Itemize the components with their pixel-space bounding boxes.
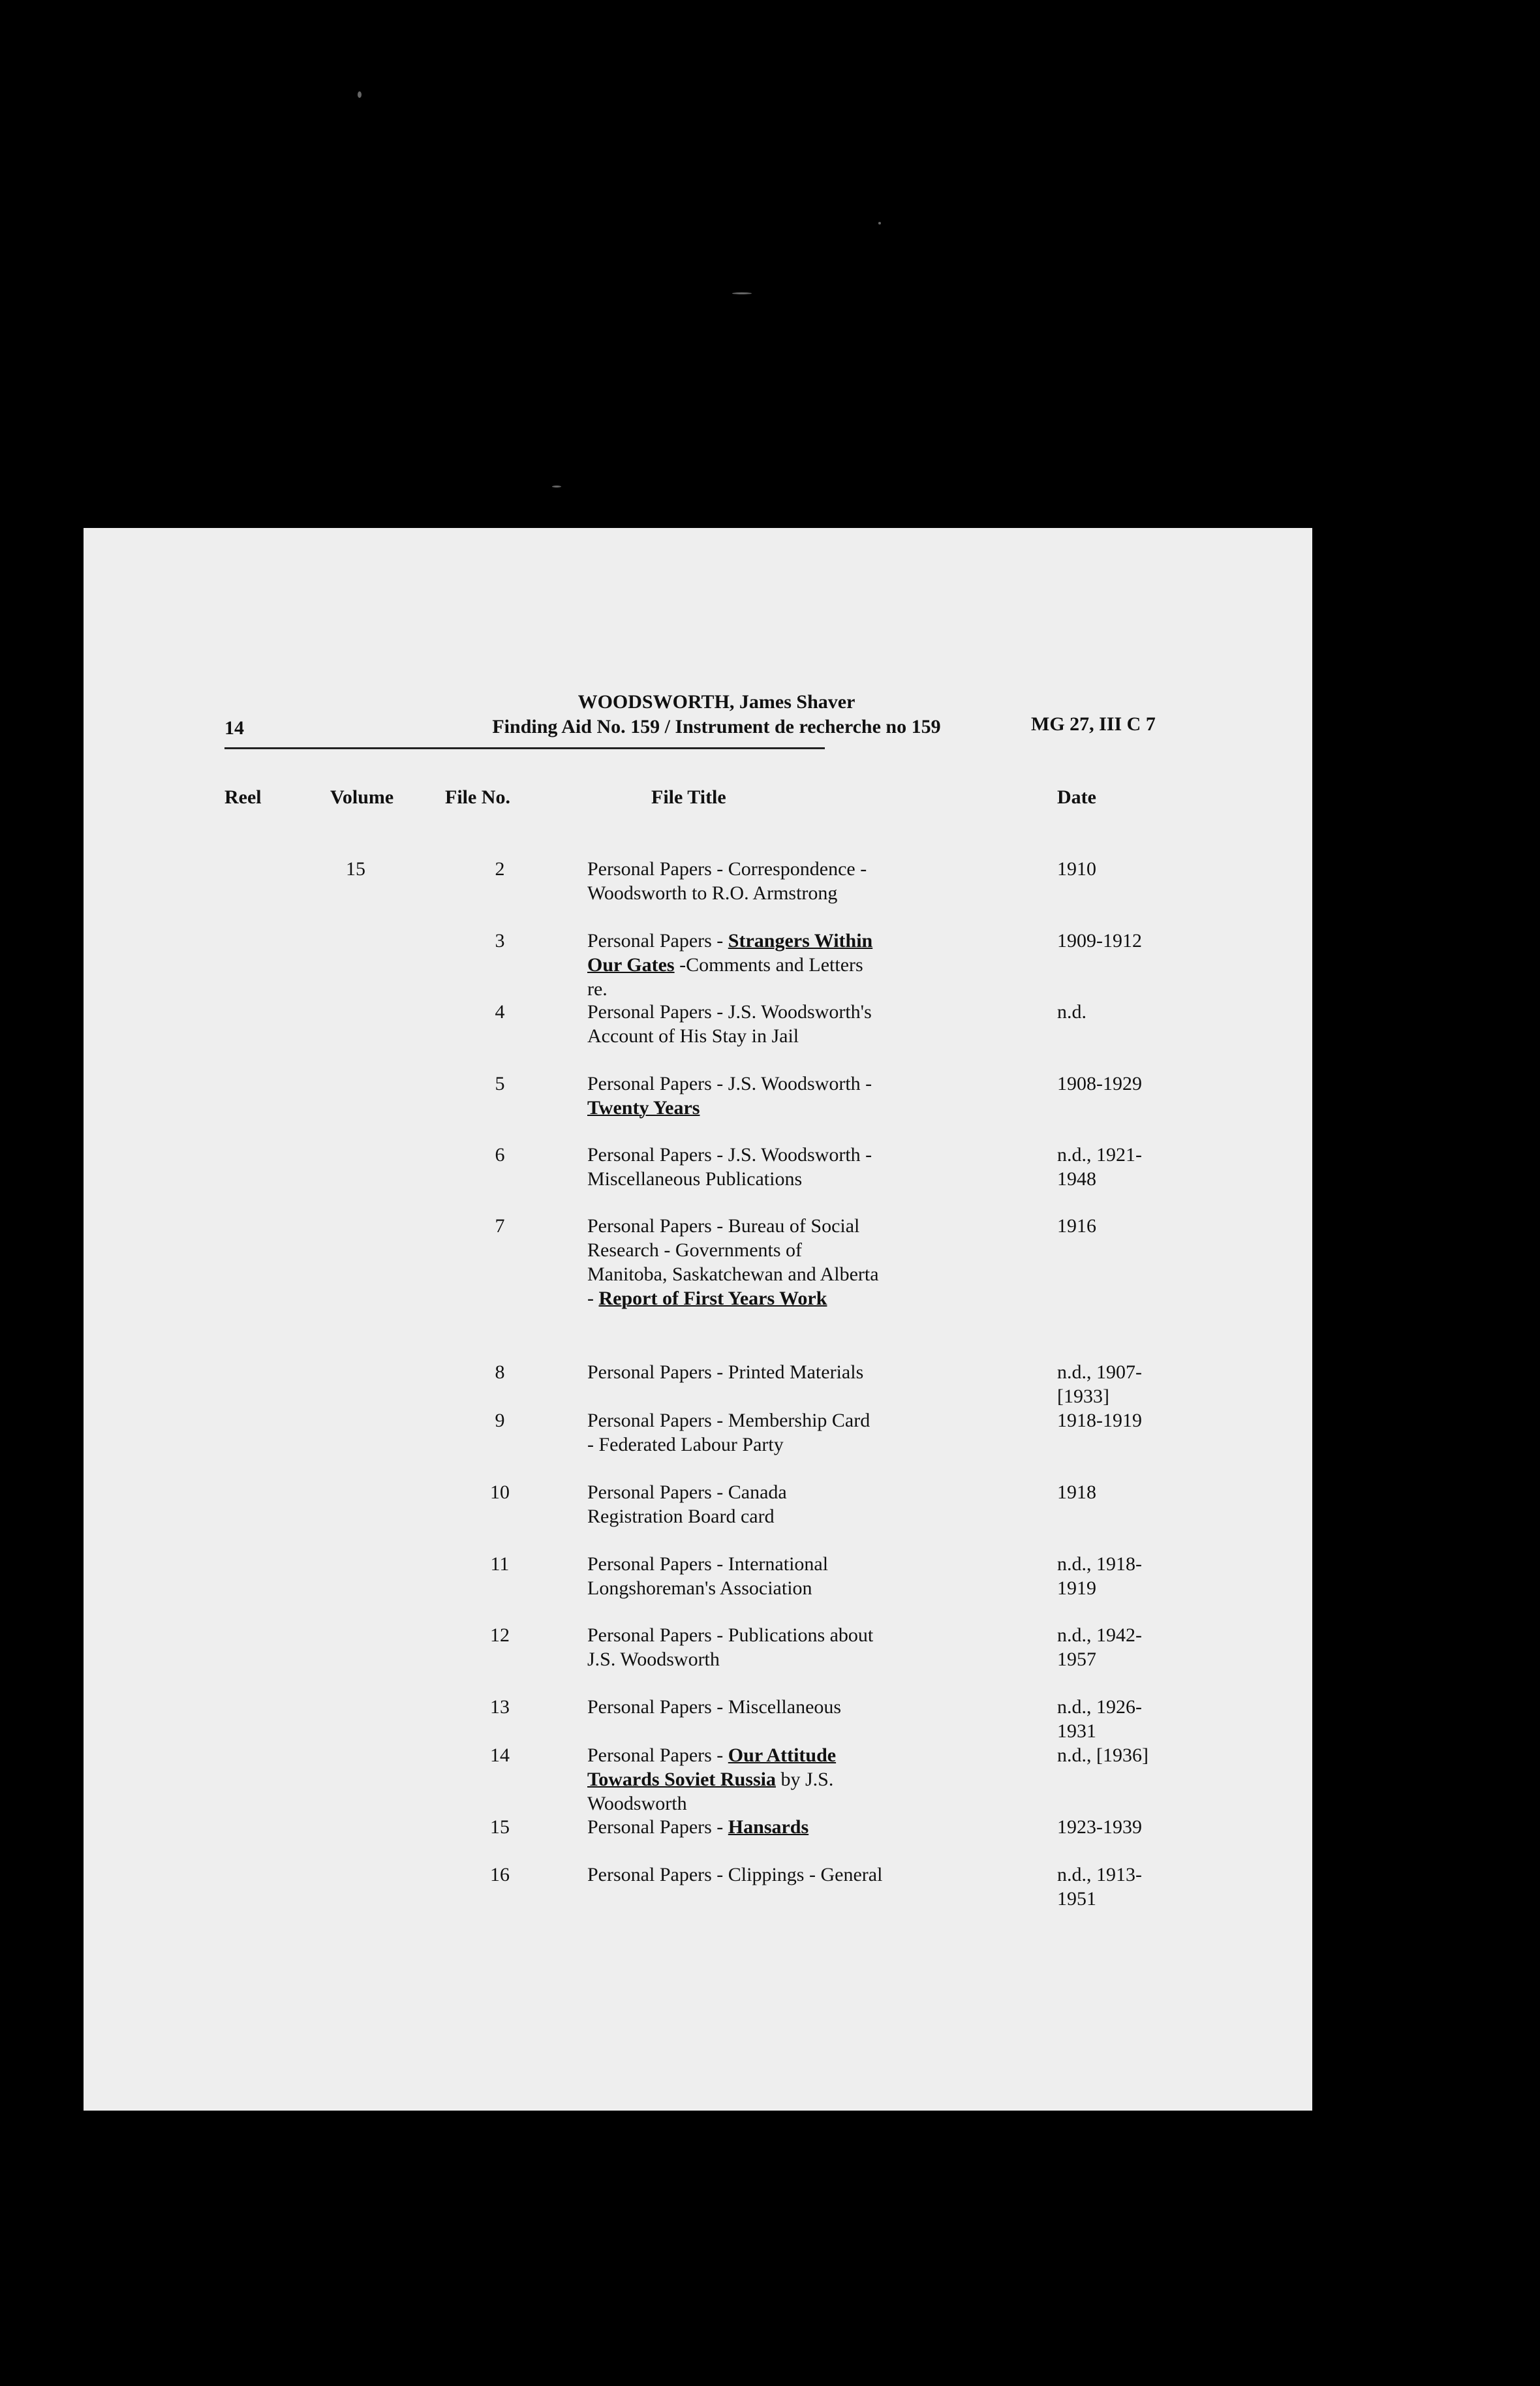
- date-line: n.d., 1907-: [1057, 1361, 1142, 1383]
- scan-speck: [552, 486, 561, 488]
- file-title-line: J.S. Woodsworth: [587, 1649, 720, 1670]
- date-line: 1948: [1057, 1168, 1096, 1190]
- date-line: n.d.: [1057, 1001, 1086, 1023]
- date-cell: [1057, 857, 1175, 881]
- file-title-line: Personal Papers - Our Attitude: [587, 1744, 837, 1766]
- file-title-line: Research - Governments of: [587, 1239, 803, 1261]
- date-line: 1931: [1057, 1720, 1096, 1742]
- file-title-line: Personal Papers - Clippings - General: [587, 1864, 883, 1885]
- page-header-title: [455, 690, 978, 739]
- date-line: 1918-1919: [1057, 1410, 1142, 1431]
- file-title-cell: [587, 1143, 953, 1191]
- date-cell: [1057, 929, 1175, 953]
- date-cell: [1057, 1695, 1175, 1743]
- file-title-line: Personal Papers - International: [587, 1553, 829, 1575]
- file-title-line: Personal Papers - Miscellaneous: [587, 1696, 842, 1718]
- file-no-cell: 11: [490, 1553, 510, 1575]
- date-cell: [1057, 1000, 1175, 1024]
- file-no-cell: 14: [490, 1744, 510, 1766]
- date-line: 1916: [1057, 1215, 1096, 1237]
- date-cell: [1057, 1552, 1175, 1600]
- date-cell: [1057, 1143, 1175, 1191]
- archive-reference: MG 27, III C 7: [1031, 713, 1156, 735]
- file-no-cell: 9: [495, 1410, 505, 1431]
- file-no-cell: 8: [495, 1361, 505, 1383]
- date-cell: [1057, 1623, 1175, 1671]
- date-line: n.d., 1921-: [1057, 1144, 1142, 1166]
- date-line: n.d., 1942-: [1057, 1624, 1142, 1646]
- file-title-line: Account of His Stay in Jail: [587, 1025, 799, 1047]
- date-cell: [1057, 1815, 1175, 1839]
- file-title-line: Personal Papers - Canada: [587, 1481, 787, 1503]
- file-title-cell: [587, 1743, 953, 1816]
- file-title-cell: [587, 1214, 953, 1310]
- column-header-file-no: File No.: [445, 786, 510, 808]
- file-title-line: - Report of First Years Work: [587, 1288, 827, 1309]
- date-cell: [1057, 1360, 1175, 1408]
- underlined-publication-title: Twenty Years: [587, 1097, 700, 1119]
- column-header-volume: Volume: [330, 786, 394, 808]
- column-header-reel: Reel: [224, 786, 262, 808]
- file-no-cell: 12: [490, 1624, 510, 1646]
- file-no-cell: 5: [495, 1073, 505, 1094]
- file-title-cell: [587, 1000, 953, 1048]
- file-title-cell: [587, 929, 953, 1001]
- date-line: n.d., [1936]: [1057, 1744, 1148, 1766]
- date-line: n.d., 1913-: [1057, 1864, 1142, 1885]
- file-title-line: Personal Papers - J.S. Woodsworth -: [587, 1144, 872, 1166]
- underlined-publication-title: Strangers Within: [728, 930, 873, 952]
- underlined-publication-title: Towards Soviet Russia: [587, 1769, 776, 1790]
- date-line: 1910: [1057, 858, 1096, 880]
- file-title-line: Miscellaneous Publications: [587, 1168, 803, 1190]
- header-rule: [224, 747, 825, 749]
- header-title-line2: Finding Aid No. 159 / Instrument de recherche no 159: [492, 716, 941, 737]
- file-title-line: Personal Papers - Hansards: [587, 1816, 809, 1838]
- date-line: 1909-1912: [1057, 930, 1142, 952]
- column-header-file-title: File Title: [651, 786, 726, 808]
- date-line: [1933]: [1057, 1386, 1109, 1407]
- file-title-line: Manitoba, Saskatchewan and Alberta: [587, 1263, 879, 1285]
- file-title-cell: [587, 1863, 953, 1887]
- document-page: [84, 528, 1312, 2111]
- file-no-cell: 2: [495, 858, 505, 880]
- file-title-cell: [587, 1072, 953, 1120]
- file-title-line: Personal Papers - J.S. Woodsworth -: [587, 1073, 872, 1094]
- file-title-cell: [587, 857, 953, 905]
- file-title-line: re.: [587, 978, 608, 1000]
- date-line: n.d., 1926-: [1057, 1696, 1142, 1718]
- file-title-line: Longshoreman's Association: [587, 1577, 812, 1599]
- underlined-publication-title: Our Gates: [587, 954, 675, 976]
- file-no-cell: 10: [490, 1481, 510, 1503]
- file-title-line: Personal Papers - Publications about: [587, 1624, 874, 1646]
- underlined-publication-title: Report of First Years Work: [598, 1288, 827, 1309]
- file-title-line: Towards Soviet Russia by J.S.: [587, 1769, 834, 1790]
- date-line: n.d., 1918-: [1057, 1553, 1142, 1575]
- page-number: 14: [224, 717, 244, 739]
- volume-cell: 15: [346, 858, 365, 880]
- scan-speck: [358, 91, 362, 98]
- date-line: 1957: [1057, 1649, 1096, 1670]
- scan-speck: [732, 292, 752, 294]
- underlined-publication-title: Hansards: [728, 1816, 809, 1838]
- file-title-cell: [587, 1623, 953, 1671]
- date-line: 1919: [1057, 1577, 1096, 1599]
- date-line: 1908-1929: [1057, 1073, 1142, 1094]
- date-line: 1918: [1057, 1481, 1096, 1503]
- file-title-line: Personal Papers - Strangers Within: [587, 930, 873, 952]
- file-title-cell: [587, 1815, 953, 1839]
- file-title-line: Our Gates -Comments and Letters: [587, 954, 863, 976]
- file-no-cell: 6: [495, 1144, 505, 1166]
- file-title-line: Registration Board card: [587, 1506, 775, 1527]
- file-no-cell: 13: [490, 1696, 510, 1718]
- file-no-cell: 7: [495, 1215, 505, 1237]
- file-title-cell: [587, 1552, 953, 1600]
- file-title-line: [587, 1096, 953, 1120]
- file-title-line: Woodsworth to R.O. Armstrong: [587, 882, 838, 904]
- file-title-line: Personal Papers - Membership Card: [587, 1410, 870, 1431]
- date-cell: [1057, 1408, 1175, 1433]
- date-line: 1951: [1057, 1888, 1096, 1910]
- file-no-cell: 16: [490, 1864, 510, 1885]
- date-cell: [1057, 1214, 1175, 1238]
- file-title-cell: [587, 1695, 953, 1719]
- date-cell: [1057, 1863, 1175, 1911]
- file-title-line: Woodsworth: [587, 1793, 687, 1814]
- file-no-cell: 4: [495, 1001, 505, 1023]
- file-title-cell: [587, 1408, 953, 1457]
- header-title-line1: WOODSWORTH, James Shaver: [578, 691, 855, 713]
- scan-speck: [878, 222, 881, 225]
- underlined-publication-title: Our Attitude: [728, 1744, 837, 1766]
- file-no-cell: 3: [495, 930, 505, 952]
- file-title-cell: [587, 1480, 953, 1528]
- file-title-line: Personal Papers - Printed Materials: [587, 1361, 864, 1383]
- file-title-line: - Federated Labour Party: [587, 1434, 784, 1455]
- file-no-cell: 15: [490, 1816, 510, 1838]
- file-title-cell: [587, 1360, 953, 1384]
- file-title-line: Personal Papers - Correspondence -: [587, 858, 867, 880]
- date-line: 1923-1939: [1057, 1816, 1142, 1838]
- file-title-line: Personal Papers - Bureau of Social: [587, 1215, 860, 1237]
- date-cell: [1057, 1743, 1175, 1767]
- column-header-date: Date: [1057, 786, 1096, 808]
- date-cell: [1057, 1072, 1175, 1096]
- file-title-line: Personal Papers - J.S. Woodsworth's: [587, 1001, 872, 1023]
- date-cell: [1057, 1480, 1175, 1504]
